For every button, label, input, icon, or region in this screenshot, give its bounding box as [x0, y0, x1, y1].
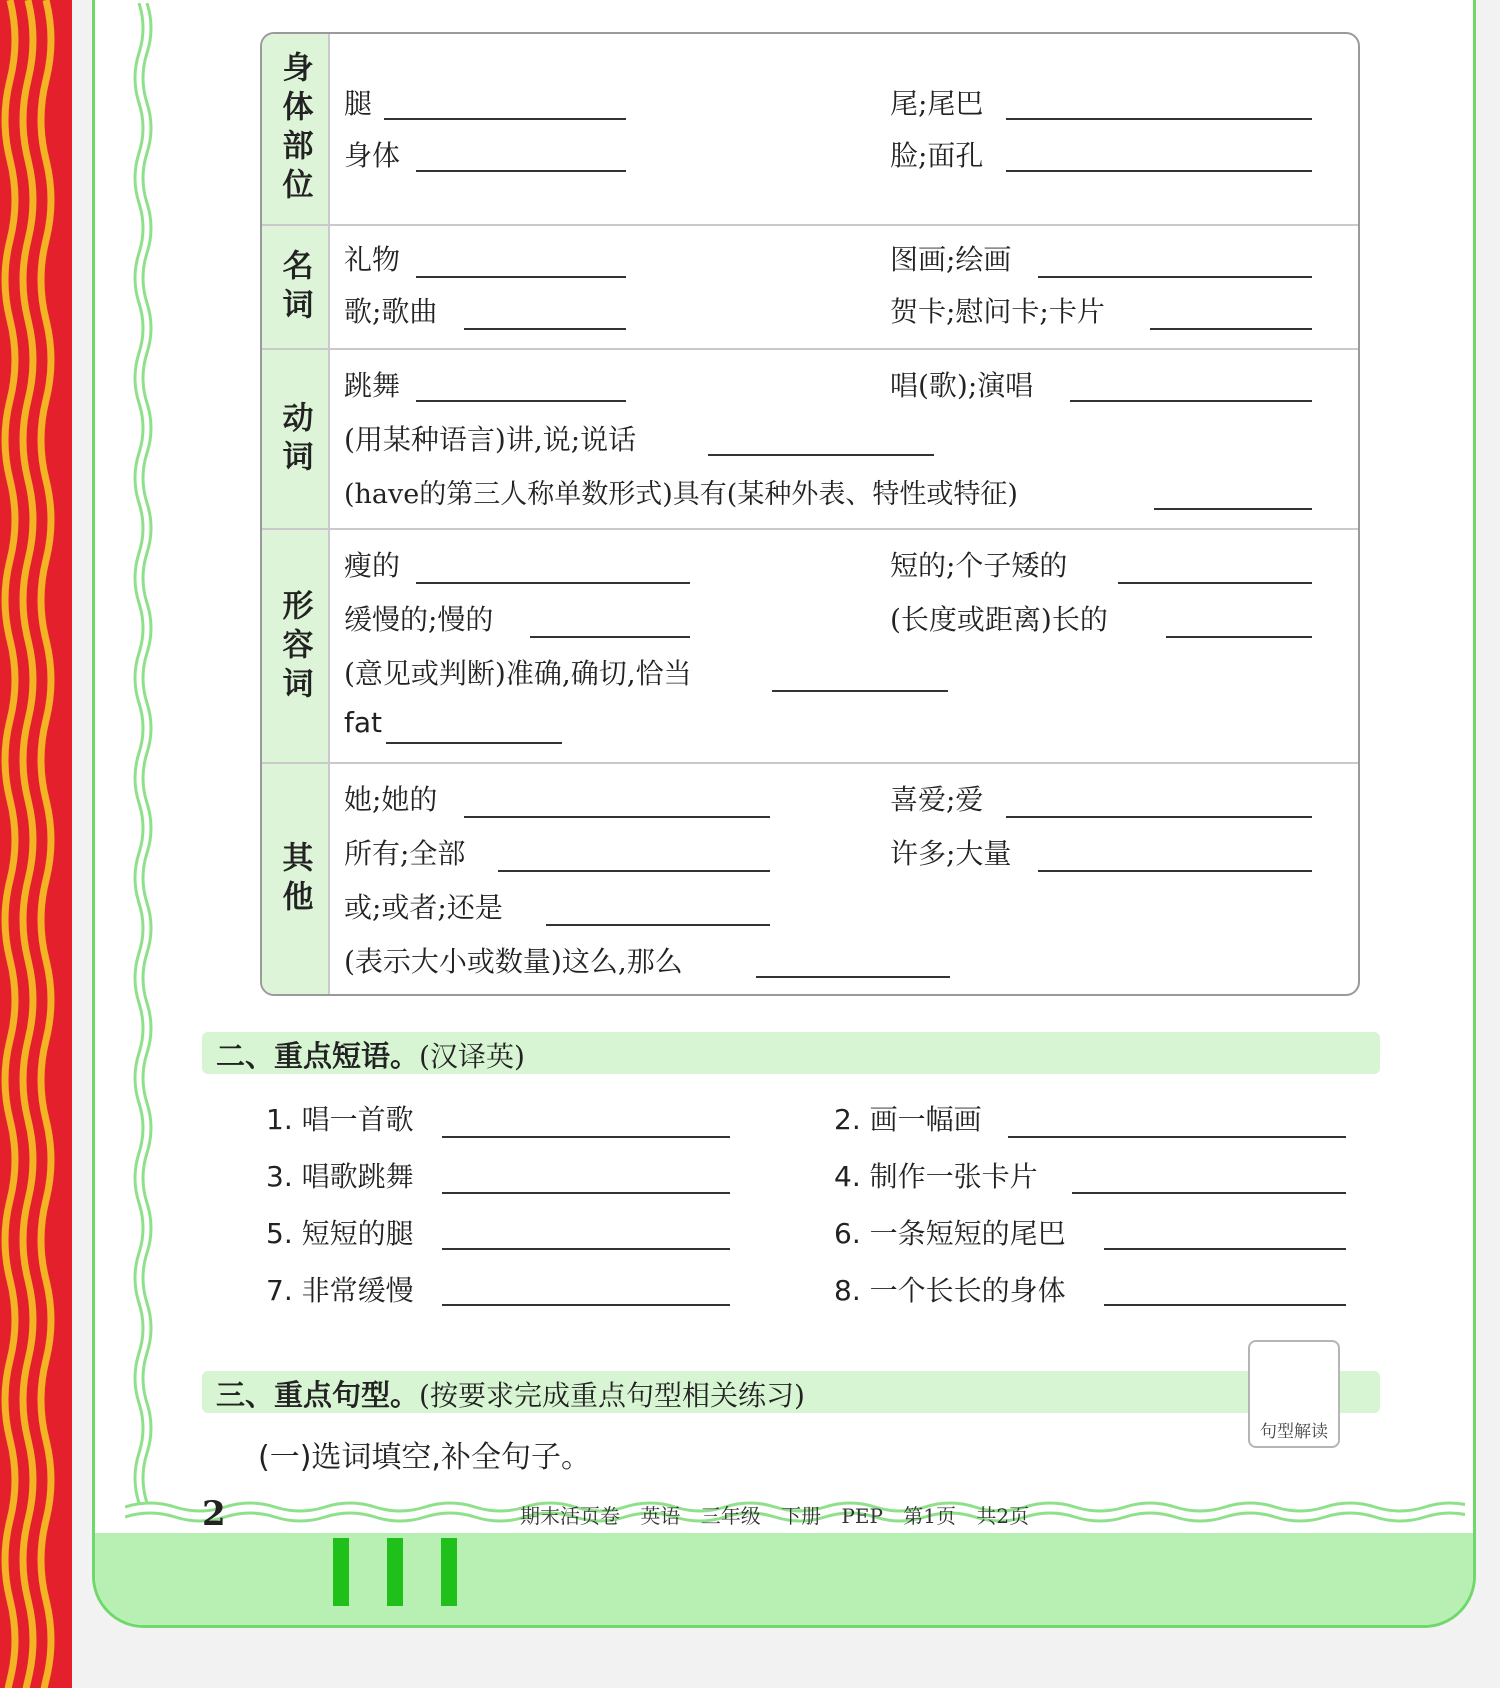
- left-ribbon-border: [0, 0, 72, 1688]
- vocab-item: 身体: [344, 139, 401, 172]
- phrase-item: 4. 制作一张卡片: [834, 1160, 1038, 1193]
- phrase-item: 7. 非常缓慢: [266, 1274, 414, 1307]
- vocab-item: (意见或判断)准确,确切,恰当: [344, 657, 692, 690]
- vocab-row-verbs: [262, 348, 1358, 530]
- vocab-item: 或;或者;还是: [344, 891, 503, 924]
- answer-blank[interactable]: [498, 870, 770, 872]
- phrase-item: 2. 画一幅画: [834, 1103, 982, 1136]
- vocab-item: 缓慢的;慢的: [344, 603, 494, 636]
- page-number: 2: [202, 1494, 226, 1534]
- section-2-header: [202, 1032, 1380, 1074]
- answer-blank[interactable]: [1006, 816, 1312, 818]
- vocab-item: (have的第三人称单数形式)具有(某种外表、特性或特征): [344, 479, 1018, 510]
- answer-blank[interactable]: [1070, 400, 1312, 402]
- category-label: 名词: [262, 226, 330, 350]
- phrase-item: 3. 唱歌跳舞: [266, 1160, 414, 1193]
- answer-blank[interactable]: [464, 816, 770, 818]
- footer-text: 期末活页卷 英语 三年级 下册 PEP 第1页 共2页: [520, 1504, 1030, 1528]
- vocab-table: [260, 32, 1360, 996]
- phrase-item: 8. 一个长长的身体: [834, 1274, 1066, 1307]
- subsection-heading: (一)选词填空,补全句子。: [258, 1440, 591, 1475]
- answer-blank[interactable]: [530, 636, 690, 638]
- vocab-row-nouns: [262, 224, 1358, 350]
- answer-blank[interactable]: [756, 976, 950, 978]
- vocab-item: 脸;面孔: [890, 139, 984, 172]
- vocab-item: 腿: [344, 87, 373, 120]
- vocab-row-adjectives: [262, 528, 1358, 764]
- phrase-item: 1. 唱一首歌: [266, 1103, 414, 1136]
- answer-blank[interactable]: [1006, 118, 1312, 120]
- green-bar-decoration: [441, 1538, 457, 1606]
- answer-blank[interactable]: [416, 400, 626, 402]
- green-bar-decoration: [387, 1538, 403, 1606]
- answer-blank[interactable]: [442, 1304, 730, 1306]
- vocab-item: 图画;绘画: [890, 243, 1012, 276]
- section-3-title: 三、重点句型。: [216, 1378, 420, 1412]
- ribbon-wave-decoration: [0, 0, 72, 1688]
- phrase-item: 5. 短短的腿: [266, 1217, 414, 1250]
- vocab-item: 她;她的: [344, 783, 438, 816]
- vocab-item: 所有;全部: [344, 837, 466, 870]
- vocab-row-body-parts: [262, 34, 1358, 224]
- answer-blank[interactable]: [442, 1136, 730, 1138]
- vocab-item: (长度或距离)长的: [890, 603, 1108, 636]
- vocab-item: 喜爱;爱: [890, 783, 984, 816]
- answer-blank[interactable]: [1008, 1136, 1346, 1138]
- answer-blank[interactable]: [1166, 636, 1312, 638]
- vocab-row-others: [262, 762, 1358, 996]
- answer-blank[interactable]: [1072, 1192, 1346, 1194]
- vocab-item: 短的;个子矮的: [890, 549, 1068, 582]
- left-wave-decoration: [125, 3, 165, 1503]
- answer-blank[interactable]: [1038, 276, 1312, 278]
- answer-blank[interactable]: [1104, 1304, 1346, 1306]
- answer-blank[interactable]: [416, 582, 690, 584]
- category-label: 身体部位: [262, 34, 330, 224]
- vocab-item: 跳舞: [344, 369, 401, 402]
- answer-blank[interactable]: [1104, 1248, 1346, 1250]
- vocab-item: 尾;尾巴: [890, 87, 984, 120]
- answer-blank[interactable]: [1118, 582, 1312, 584]
- answer-blank[interactable]: [384, 118, 626, 120]
- vocab-item: (用某种语言)讲,说;说话: [344, 423, 637, 456]
- section-3-subtitle: (按要求完成重点句型相关练习): [419, 1379, 805, 1412]
- vocab-item: 歌;歌曲: [344, 295, 438, 328]
- answer-blank[interactable]: [416, 170, 626, 172]
- section-3-header: [202, 1371, 1380, 1413]
- section-2-title: 二、重点短语。: [216, 1039, 420, 1073]
- vocab-item: 礼物: [344, 243, 401, 276]
- vocab-item: fat: [344, 706, 382, 739]
- answer-blank[interactable]: [416, 276, 626, 278]
- bottom-green-band: [95, 1533, 1473, 1628]
- vocab-item: 许多;大量: [890, 837, 1012, 870]
- vocab-item: 瘦的: [344, 549, 401, 582]
- category-label: 形容词: [262, 530, 330, 764]
- phrase-item: 6. 一条短短的尾巴: [834, 1217, 1066, 1250]
- answer-blank[interactable]: [546, 924, 770, 926]
- vocab-item: 唱(歌);演唱: [890, 369, 1034, 402]
- category-label: 其他: [262, 764, 330, 996]
- vocab-item: 贺卡;慰问卡;卡片: [890, 295, 1105, 328]
- answer-blank[interactable]: [442, 1192, 730, 1194]
- answer-blank[interactable]: [708, 454, 934, 456]
- answer-blank[interactable]: [1154, 508, 1312, 510]
- qr-code-box[interactable]: [1248, 1340, 1340, 1448]
- answer-blank[interactable]: [1006, 170, 1312, 172]
- category-label: 动词: [262, 350, 330, 530]
- vocab-item: (表示大小或数量)这么,那么: [344, 945, 683, 978]
- answer-blank[interactable]: [772, 690, 948, 692]
- answer-blank[interactable]: [1038, 870, 1312, 872]
- answer-blank[interactable]: [442, 1248, 730, 1250]
- green-bar-decoration: [333, 1538, 349, 1606]
- answer-blank[interactable]: [1150, 328, 1312, 330]
- answer-blank[interactable]: [464, 328, 626, 330]
- section-2-subtitle: (汉译英): [419, 1040, 525, 1073]
- answer-blank[interactable]: [386, 742, 562, 744]
- qr-code-label: 句型解读: [1260, 1422, 1328, 1442]
